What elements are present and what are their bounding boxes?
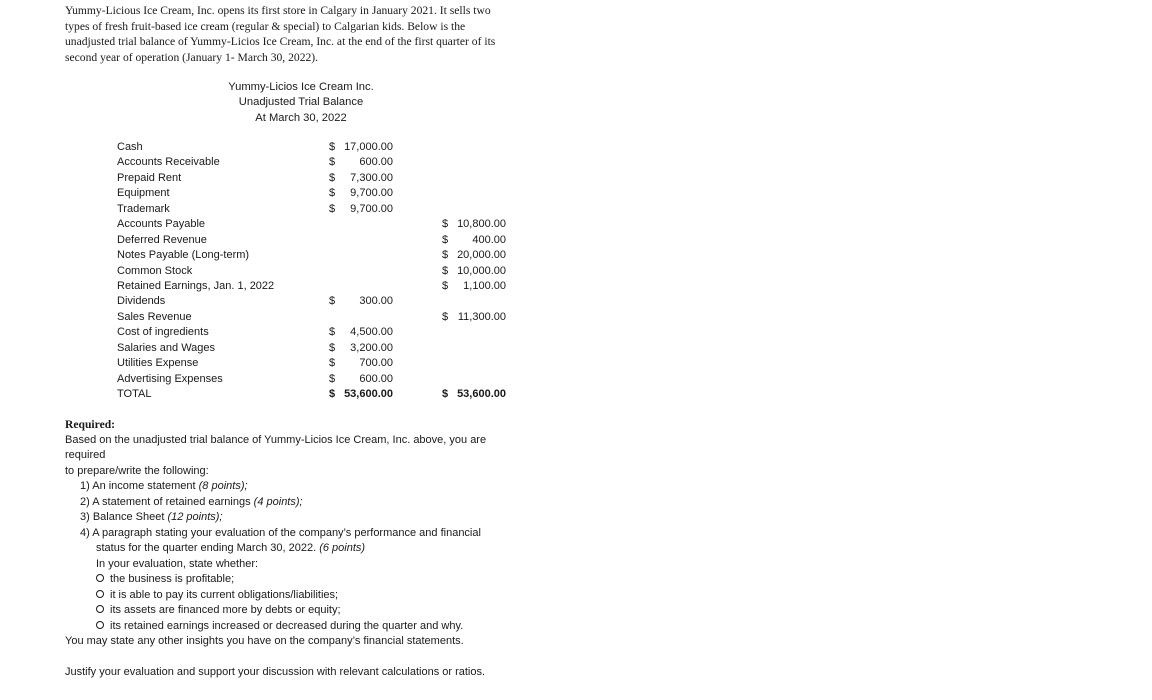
- debit-amount: 700.00: [359, 357, 393, 370]
- account-name: Prepaid Rent: [117, 171, 182, 184]
- intro-line: types of fresh fruit-based ice cream (regular & special) to Calgarian kids. Below is the: [65, 19, 466, 33]
- trial-balance-row: [117, 234, 537, 249]
- currency-symbol: $: [329, 171, 336, 184]
- trial-balance-row: [117, 357, 537, 372]
- trial-balance-row: [117, 265, 537, 280]
- credit-cell: [442, 218, 506, 230]
- circle-bullet-icon: [96, 605, 104, 613]
- debit-cell: [329, 172, 393, 184]
- trial-balance-row: [117, 311, 537, 326]
- bullet-text: it is able to pay its current obligations/liabilities;: [110, 588, 339, 601]
- credit-cell: [442, 311, 506, 323]
- bullet-text: the business is profitable;: [110, 573, 235, 585]
- credit-amount: 10,800.00: [457, 218, 506, 231]
- bullet-text: its assets are financed more by debts or equity;: [110, 604, 341, 616]
- account-name: Cost of ingredients: [117, 326, 209, 339]
- currency-symbol: $: [329, 388, 336, 400]
- currency-symbol: $: [329, 326, 336, 339]
- item-text: 2) A statement of retained earnings: [80, 495, 254, 508]
- requirements-section: [65, 417, 535, 680]
- trial-balance-row: [117, 326, 537, 341]
- credit-amount: 10,000.00: [457, 264, 506, 277]
- currency-symbol: $: [329, 357, 336, 370]
- credit-amount: 20,000.00: [457, 249, 506, 262]
- debit-cell: [329, 203, 393, 215]
- account-name: Cash: [117, 141, 143, 153]
- debit-amount: 53,600.00: [344, 388, 393, 400]
- company-name: Yummy-Licios Ice Cream Inc.: [228, 81, 374, 93]
- currency-symbol: $: [442, 218, 449, 231]
- item-text: 1) An income statement: [80, 480, 199, 492]
- account-name: Equipment: [117, 187, 170, 200]
- trial-balance-row: [117, 295, 537, 310]
- justify-line: Justify your evaluation and support your discussion with relevant calculations or ratios.: [65, 665, 486, 678]
- item-text: 4) A paragraph stating your evaluation of the company’s performance and financial: [80, 526, 481, 539]
- account-name: Retained Earnings, Jan. 1, 2022: [117, 279, 275, 292]
- credit-cell: [442, 249, 506, 261]
- account-name: Notes Payable (Long-term): [117, 249, 250, 262]
- item-points: (6 points): [319, 542, 366, 554]
- account-name: Accounts Payable: [117, 218, 206, 231]
- account-name: Salaries and Wages: [117, 341, 216, 354]
- bullet-text: its retained earnings increased or decreased during the quarter and why.: [110, 619, 464, 632]
- credit-cell: [442, 388, 506, 400]
- debit-cell: [329, 388, 393, 400]
- circle-bullet-icon: [96, 590, 104, 598]
- debit-amount: 9,700.00: [350, 202, 393, 215]
- currency-symbol: $: [329, 141, 336, 153]
- credit-cell: [442, 234, 506, 246]
- intro-line: second year of operation (January 1- March 30, 2022).: [65, 50, 319, 64]
- currency-symbol: $: [329, 202, 336, 215]
- item-points: (8 points);: [198, 480, 248, 492]
- debit-amount: 17,000.00: [344, 141, 393, 153]
- account-name: Accounts Receivable: [117, 156, 220, 169]
- account-name: Common Stock: [117, 264, 193, 277]
- required-heading: Required:: [65, 418, 116, 431]
- trial-balance-row: [117, 218, 537, 233]
- credit-amount: 53,600.00: [457, 388, 506, 400]
- account-name: Trademark: [117, 202, 170, 215]
- required-intro-line: required: [65, 449, 106, 461]
- credit-amount: 1,100.00: [463, 279, 506, 292]
- evaluation-bullet: [65, 588, 535, 604]
- evaluation-intro: In your evaluation, state whether:: [96, 557, 259, 570]
- intro-line: Yummy-Licious Ice Cream, Inc. opens its first store in Calgary in January 2021. It sells two: [65, 4, 491, 17]
- circle-bullet-icon: [96, 574, 104, 582]
- required-item: [65, 526, 535, 542]
- statement-date: At March 30, 2022: [255, 111, 347, 124]
- currency-symbol: $: [442, 233, 449, 246]
- circle-bullet-icon: [96, 621, 104, 629]
- currency-symbol: $: [329, 187, 336, 200]
- required-item: [65, 510, 535, 526]
- debit-amount: 3,200.00: [350, 341, 393, 354]
- account-name: Deferred Revenue: [117, 233, 207, 246]
- currency-symbol: $: [442, 264, 449, 277]
- debit-amount: 7,300.00: [350, 171, 393, 184]
- item-text: 3) Balance Sheet: [80, 511, 168, 523]
- statement-title: Unadjusted Trial Balance: [238, 96, 364, 109]
- debit-amount: 9,700.00: [350, 187, 393, 200]
- account-name: Utilities Expense: [117, 357, 199, 370]
- debit-cell: [329, 295, 393, 307]
- currency-symbol: $: [442, 249, 449, 262]
- debit-cell: [329, 141, 393, 153]
- trial-balance-row: [117, 203, 537, 218]
- debit-cell: [329, 326, 393, 338]
- credit-amount: 400.00: [472, 233, 506, 246]
- account-name: Sales Revenue: [117, 310, 192, 323]
- item-points: (4 points);: [253, 495, 303, 508]
- spacer: [65, 650, 535, 665]
- account-name: Advertising Expenses: [117, 372, 223, 385]
- intro-line: unadjusted trial balance of Yummy-Licios Ice Cream, Inc. at the end of the first quarter of its: [65, 35, 496, 49]
- intro-paragraph: [65, 3, 545, 65]
- trial-balance-row: [117, 187, 537, 202]
- currency-symbol: $: [442, 279, 449, 292]
- trial-balance-header: [200, 80, 402, 126]
- credit-cell: [442, 265, 506, 277]
- other-insights-line: You may state any other insights you have on the company’s financial statements.: [65, 635, 464, 647]
- currency-symbol: $: [329, 295, 336, 308]
- debit-amount: 600.00: [359, 372, 393, 385]
- evaluation-bullet: [65, 619, 535, 635]
- account-name: TOTAL: [117, 388, 152, 400]
- required-item: [65, 479, 535, 495]
- required-intro-line: to prepare/write the following:: [65, 464, 209, 477]
- trial-balance-row: [117, 280, 537, 295]
- credit-cell: [442, 280, 506, 292]
- debit-amount: 4,500.00: [350, 326, 393, 339]
- trial-balance-table: [117, 141, 537, 403]
- currency-symbol: $: [442, 388, 449, 400]
- debit-cell: [329, 357, 393, 369]
- trial-balance-row: [117, 172, 537, 187]
- currency-symbol: $: [329, 156, 336, 169]
- required-item-continuation: [65, 541, 535, 557]
- trial-balance-row: [117, 141, 537, 156]
- debit-cell: [329, 342, 393, 354]
- debit-cell: [329, 156, 393, 168]
- trial-balance-row: [117, 249, 537, 264]
- item-text: status for the quarter ending March 30, 2022.: [96, 542, 320, 554]
- currency-symbol: $: [329, 372, 336, 385]
- account-name: Dividends: [117, 295, 166, 308]
- currency-symbol: $: [329, 341, 336, 354]
- debit-amount: 300.00: [359, 295, 393, 308]
- required-intro-line: Based on the unadjusted trial balance of Yummy-Licios Ice Cream, Inc. above, you are: [65, 433, 487, 446]
- evaluation-bullet: [65, 572, 535, 588]
- trial-balance-row: [117, 342, 537, 357]
- required-item: [65, 495, 535, 511]
- total-row: [117, 388, 537, 403]
- trial-balance-row: [117, 156, 537, 171]
- trial-balance-row: [117, 373, 537, 388]
- debit-amount: 600.00: [359, 156, 393, 169]
- debit-cell: [329, 373, 393, 385]
- credit-amount: 11,300.00: [457, 310, 506, 323]
- item-points: (12 points);: [167, 511, 223, 523]
- evaluation-bullet: [65, 603, 535, 619]
- debit-cell: [329, 187, 393, 199]
- currency-symbol: $: [442, 310, 449, 323]
